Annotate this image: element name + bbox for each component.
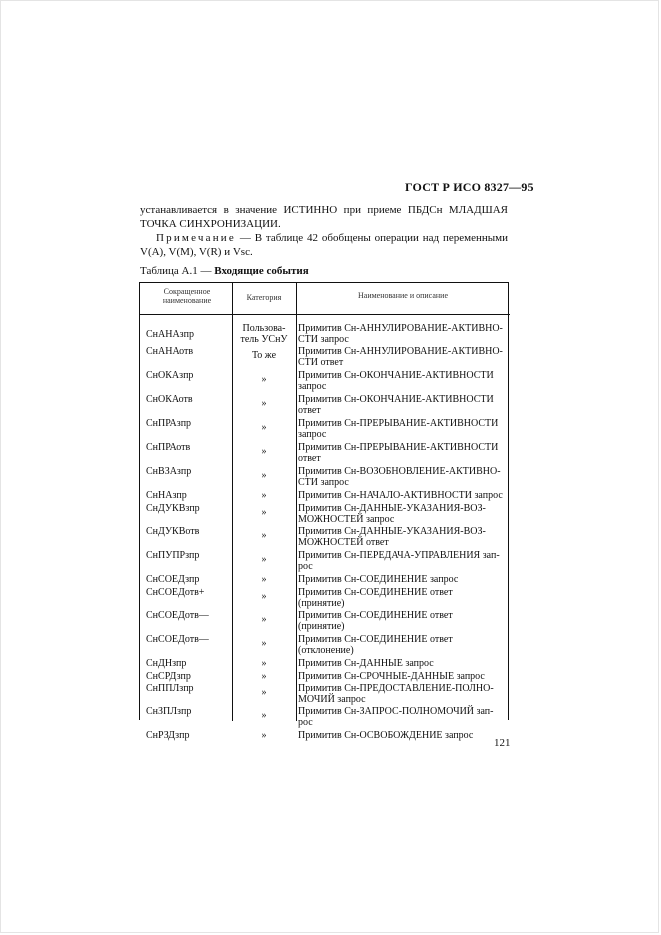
header-category: Категория [246,293,282,302]
row-description: Примитив Сн-ПЕРЕДАЧА-УПРАВЛЕНИЯ зап- рос [298,550,500,572]
row-description: Примитив Сн-СОЕДИНЕНИЕ запрос [298,574,459,585]
row-abbr: СнПРАотв [146,442,191,453]
table-caption-title: Входящие события [214,265,309,277]
header-abbr: Сокращенное наименование [162,287,212,305]
row-description: Примитив Сн-ПРЕДОСТАВЛЕНИЕ-ПОЛНО- МОЧИЙ запрос [298,683,494,705]
note-paragraph [140,231,508,259]
intro-paragraph: устанавливается в значение ИСТИННО при приеме ПБДСн МЛАДШАЯ ТОЧКА СИНХРОНИЗАЦИИ. [140,204,508,230]
row-category: » [261,422,267,433]
row-description: Примитив Сн-СОЕДИНЕНИЕ ответ (принятие) [298,610,453,632]
events-table [139,282,509,741]
row-description: Примитив Сн-ОСВОБОЖДЕНИЕ запрос [298,730,474,741]
row-description: Примитив Сн-ЗАПРОС-ПОЛНОМОЧИЙ зап- рос [298,706,494,728]
row-description: Примитив Сн-ОКОНЧАНИЕ-АКТИВНОСТИ ответ [298,394,494,416]
row-category: Пользова- тель УСнУ [240,323,288,345]
row-description: Примитив Сн-АННУЛИРОВАНИЕ-АКТИВНО- СТИ запрос [298,323,503,345]
row-description: Примитив Сн-СОЕДИНЕНИЕ ответ (принятие) [298,587,453,609]
row-abbr: СнСОЕДзпр [146,574,200,585]
row-abbr: СнДНзпр [146,658,187,669]
row-category: » [261,490,267,501]
row-abbr: СнНАзпр [146,490,187,501]
table-caption-prefix: Таблица А.1 — [140,265,215,277]
row-category: » [261,687,267,698]
row-abbr: СнДУКВотв [146,526,200,537]
row-abbr: СнППЛзпр [146,683,194,694]
row-category: » [261,470,267,481]
row-abbr: СнСОЕДотв+ [146,587,205,598]
row-category: » [261,446,267,457]
row-category: » [261,374,267,385]
row-abbr: СнАНАзпр [146,329,194,340]
row-category: » [261,398,267,409]
row-abbr: СнДУКВзпр [146,503,200,514]
row-category: » [261,574,267,585]
row-category: » [261,671,267,682]
row-description: Примитив Сн-ПРЕРЫВАНИЕ-АКТИВНОСТИ запрос [298,418,499,440]
row-abbr: СнСОЕДотв— [146,634,209,645]
row-abbr: СнОКАотв [146,394,193,405]
row-description: Примитив Сн-ОКОНЧАНИЕ-АКТИВНОСТИ запрос [298,370,494,392]
row-description: Примитив Сн-ДАННЫЕ-УКАЗАНИЯ-ВОЗ- МОЖНОСТЕЙ запрос [298,503,486,525]
row-abbr: СнПРАзпр [146,418,192,429]
row-description: Примитив Сн-ПРЕРЫВАНИЕ-АКТИВНОСТИ ответ [298,442,499,464]
column-divider [296,283,297,721]
row-abbr: СнВЗАзпр [146,466,192,477]
row-category: » [261,507,267,518]
row-category: » [261,530,267,541]
header-description: Наименование и описание [358,291,448,300]
note-text: — В таблице 42 обобщены операции над переменными V(A), V(M), V(R) и Vsc. [140,232,508,258]
note-label: Примечание [156,232,236,244]
row-category: » [261,614,267,625]
row-description: Примитив Сн-НАЧАЛО-АКТИВНОСТИ запрос [298,490,503,501]
row-category: » [261,710,267,721]
row-abbr: СнОКАзпр [146,370,194,381]
row-description: Примитив Сн-ДАННЫЕ запрос [298,658,434,669]
row-category: То же [251,350,277,361]
row-description: Примитив Сн-СОЕДИНЕНИЕ ответ (отклонение) [298,634,453,656]
header-divider [140,314,510,315]
row-abbr: СнПУПРзпр [146,550,200,561]
row-category: » [261,638,267,649]
row-abbr: СнСРДзпр [146,671,191,682]
row-category: » [261,591,267,602]
row-abbr: СнАНАотв [146,346,194,357]
row-description: Примитив Сн-АННУЛИРОВАНИЕ-АКТИВНО- СТИ ответ [298,346,503,368]
row-description: Примитив Сн-ВОЗОБНОВЛЕНИЕ-АКТИВНО- СТИ запрос [298,466,501,488]
row-category: » [261,658,267,669]
table-caption [140,265,309,277]
row-abbr: СнРЗДзпр [146,730,190,741]
page-number: 121 [494,737,511,749]
column-divider [232,283,233,721]
row-description: Примитив Сн-ДАННЫЕ-УКАЗАНИЯ-ВОЗ- МОЖНОСТЕЙ ответ [298,526,486,548]
standard-header: ГОСТ Р ИСО 8327—95 [405,180,534,194]
row-category: » [261,554,267,565]
row-category: » [261,730,267,741]
row-abbr: СнЗПЛзпр [146,706,192,717]
row-abbr: СнСОЕДотв— [146,610,209,621]
row-description: Примитив Сн-СРОЧНЫЕ-ДАННЫЕ запрос [298,671,485,682]
